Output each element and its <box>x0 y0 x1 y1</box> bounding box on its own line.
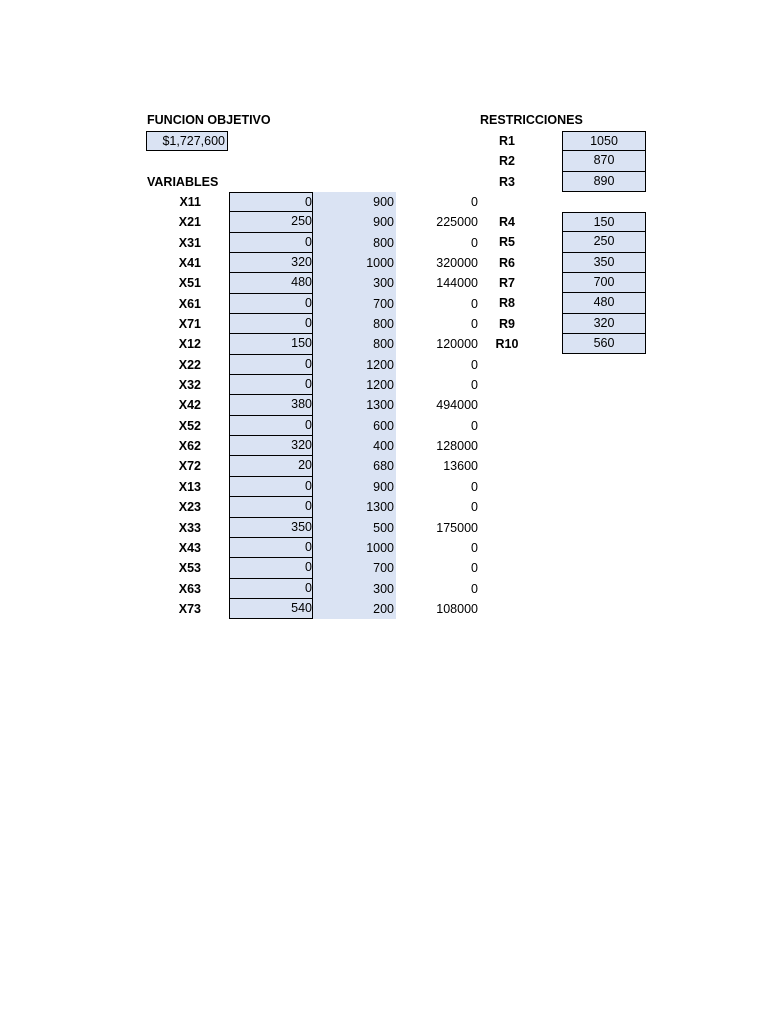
variable-row <box>147 212 487 232</box>
variable-value-cell[interactable]: 0 <box>229 416 313 436</box>
variable-row <box>147 294 487 314</box>
variable-name: X53 <box>178 561 201 576</box>
variable-row <box>147 334 487 354</box>
variable-name: X52 <box>178 418 201 433</box>
variable-row <box>147 395 487 415</box>
variable-product-cell[interactable]: 144000 <box>436 276 478 291</box>
variable-product-cell[interactable]: 0 <box>471 500 478 515</box>
variable-name: X61 <box>178 296 201 311</box>
variable-row <box>147 477 487 497</box>
variable-value-cell[interactable]: 250 <box>229 212 313 232</box>
restriction-row <box>480 212 650 232</box>
variable-product-cell[interactable]: 0 <box>471 378 478 393</box>
variable-name: X22 <box>178 357 201 372</box>
variable-product-cell[interactable]: 320000 <box>436 256 478 271</box>
variable-product-cell[interactable]: 108000 <box>436 601 478 616</box>
variable-product-cell[interactable]: 0 <box>471 581 478 596</box>
variable-row <box>147 314 487 334</box>
variable-product-cell[interactable]: 494000 <box>436 398 478 413</box>
restriction-row <box>480 293 650 313</box>
variable-value-cell[interactable]: 480 <box>229 273 313 293</box>
variable-row <box>147 253 487 273</box>
restriction-row <box>480 172 650 192</box>
restriction-name: R1 <box>499 134 515 148</box>
variable-row <box>147 518 487 538</box>
variable-cost-cell[interactable]: 400 <box>313 436 396 456</box>
variable-cost-cell[interactable]: 900 <box>313 212 396 232</box>
variable-name: X41 <box>178 256 201 271</box>
variable-value-cell[interactable]: 0 <box>229 314 313 334</box>
variable-row <box>147 599 487 619</box>
restriction-row <box>480 232 650 252</box>
variable-name: X21 <box>178 215 201 230</box>
variable-product-cell[interactable]: 175000 <box>436 520 478 535</box>
variable-cost-cell[interactable]: 1300 <box>313 497 396 517</box>
variable-name: X63 <box>178 581 201 596</box>
variable-product-cell[interactable]: 0 <box>471 540 478 555</box>
restriction-value-cell[interactable]: 150 <box>562 212 646 232</box>
variable-product-cell[interactable]: 0 <box>471 235 478 250</box>
variable-value-cell[interactable]: 20 <box>229 456 313 476</box>
restriction-row <box>480 273 650 293</box>
variable-cost-cell[interactable]: 700 <box>313 558 396 578</box>
variable-row <box>147 579 487 599</box>
variable-product-cell[interactable]: 0 <box>471 479 478 494</box>
variable-value-cell[interactable]: 320 <box>229 253 313 273</box>
variable-name: X43 <box>178 540 201 555</box>
variable-name: X31 <box>178 235 201 250</box>
variable-product-cell[interactable]: 0 <box>471 418 478 433</box>
restriction-name: R2 <box>499 154 515 169</box>
variable-cost-cell[interactable]: 1300 <box>313 395 396 415</box>
restriction-value-cell[interactable]: 700 <box>562 273 646 293</box>
restrictions-title: RESTRICCIONES <box>480 113 583 127</box>
variable-product-cell[interactable]: 0 <box>471 296 478 311</box>
restriction-name: R3 <box>499 174 515 189</box>
variable-name: X72 <box>178 459 201 474</box>
variable-product-cell[interactable]: 0 <box>471 195 478 209</box>
variable-cost-cell[interactable]: 1000 <box>313 538 396 558</box>
variable-value-cell[interactable]: 0 <box>229 375 313 395</box>
variable-name: X23 <box>178 500 201 515</box>
restriction-row <box>480 314 650 334</box>
variable-value-cell[interactable]: 150 <box>229 334 313 354</box>
variable-value-cell[interactable]: 0 <box>229 558 313 578</box>
variable-cost-cell[interactable]: 680 <box>313 456 396 476</box>
variable-value-cell[interactable]: 0 <box>229 538 313 558</box>
restriction-row <box>480 253 650 273</box>
restriction-name: R5 <box>499 235 515 250</box>
variable-cost-cell[interactable]: 500 <box>313 518 396 538</box>
restriction-value-cell[interactable]: 890 <box>562 172 646 192</box>
variable-cost-cell[interactable]: 1200 <box>313 375 396 395</box>
variable-product-cell[interactable]: 225000 <box>436 215 478 230</box>
restriction-name: R6 <box>499 255 515 270</box>
restriction-value-cell[interactable]: 560 <box>562 334 646 354</box>
restriction-name: R8 <box>499 296 515 311</box>
variable-name: X51 <box>178 276 201 291</box>
variable-row <box>147 273 487 293</box>
variable-cost-cell[interactable]: 900 <box>313 192 396 212</box>
variable-value-cell[interactable]: 540 <box>229 599 313 619</box>
restriction-name: R9 <box>499 316 515 331</box>
variable-cost-cell[interactable]: 800 <box>313 334 396 354</box>
variable-row <box>147 436 487 456</box>
restriction-name: R4 <box>499 215 515 229</box>
variable-product-cell[interactable]: 128000 <box>436 439 478 454</box>
variable-row <box>147 355 487 375</box>
variable-row <box>147 538 487 558</box>
variable-product-cell[interactable]: 0 <box>471 561 478 576</box>
variable-cost-cell[interactable]: 200 <box>313 599 396 619</box>
variable-cost-cell[interactable]: 300 <box>313 273 396 293</box>
objective-value-cell[interactable]: $1,727,600 <box>146 131 228 151</box>
restriction-value-cell[interactable]: 350 <box>562 253 646 273</box>
objective-title: FUNCION OBJETIVO <box>147 113 271 127</box>
variable-product-cell[interactable]: 13600 <box>443 459 478 474</box>
variable-cost-cell[interactable]: 600 <box>313 416 396 436</box>
variable-row <box>147 192 487 212</box>
variables-title: VARIABLES <box>147 175 219 189</box>
variable-value-cell[interactable]: 0 <box>229 192 313 212</box>
variable-name: X32 <box>178 378 201 393</box>
variable-value-cell[interactable]: 0 <box>229 233 313 253</box>
variable-name: X62 <box>178 439 201 454</box>
variable-cost-cell[interactable]: 300 <box>313 579 396 599</box>
variable-name: X71 <box>178 317 201 332</box>
variable-cost-cell[interactable]: 800 <box>313 233 396 253</box>
variable-cost-cell[interactable]: 1200 <box>313 355 396 375</box>
variables-table <box>147 192 487 619</box>
variable-row <box>147 375 487 395</box>
variable-value-cell[interactable]: 320 <box>229 436 313 456</box>
restriction-value-cell[interactable]: 320 <box>562 314 646 334</box>
restriction-value-cell[interactable]: 480 <box>562 293 646 313</box>
variable-cost-cell[interactable]: 800 <box>313 314 396 334</box>
variable-cost-cell[interactable]: 900 <box>313 477 396 497</box>
variable-row <box>147 416 487 436</box>
restriction-name: R10 <box>495 337 519 352</box>
variable-name: X33 <box>178 520 201 535</box>
variable-value-cell[interactable]: 0 <box>229 294 313 314</box>
variable-value-cell[interactable]: 0 <box>229 497 313 517</box>
variable-row <box>147 497 487 517</box>
variable-value-cell[interactable]: 0 <box>229 579 313 599</box>
variable-name: X12 <box>178 337 201 352</box>
variable-product-cell[interactable]: 0 <box>471 357 478 372</box>
variable-name: X13 <box>178 479 201 494</box>
restriction-value-cell[interactable]: 1050 <box>562 131 646 151</box>
variable-value-cell[interactable]: 350 <box>229 518 313 538</box>
variable-cost-cell[interactable]: 700 <box>313 294 396 314</box>
variable-name: X42 <box>178 398 201 413</box>
variable-row <box>147 233 487 253</box>
variable-row <box>147 558 487 578</box>
variable-name: X73 <box>178 601 201 616</box>
restriction-row <box>480 151 650 171</box>
restriction-value-cell[interactable]: 250 <box>562 232 646 252</box>
variable-cost-cell[interactable]: 1000 <box>313 253 396 273</box>
restriction-name: R7 <box>499 276 515 291</box>
variable-product-cell[interactable]: 120000 <box>436 337 478 352</box>
variable-row <box>147 456 487 476</box>
restriction-row <box>480 131 650 151</box>
variable-value-cell[interactable]: 0 <box>229 355 313 375</box>
variable-product-cell[interactable]: 0 <box>471 317 478 332</box>
variable-name: X11 <box>179 195 201 209</box>
variable-value-cell[interactable]: 0 <box>229 477 313 497</box>
restriction-value-cell[interactable]: 870 <box>562 151 646 171</box>
variable-value-cell[interactable]: 380 <box>229 395 313 415</box>
restriction-row <box>480 334 650 354</box>
